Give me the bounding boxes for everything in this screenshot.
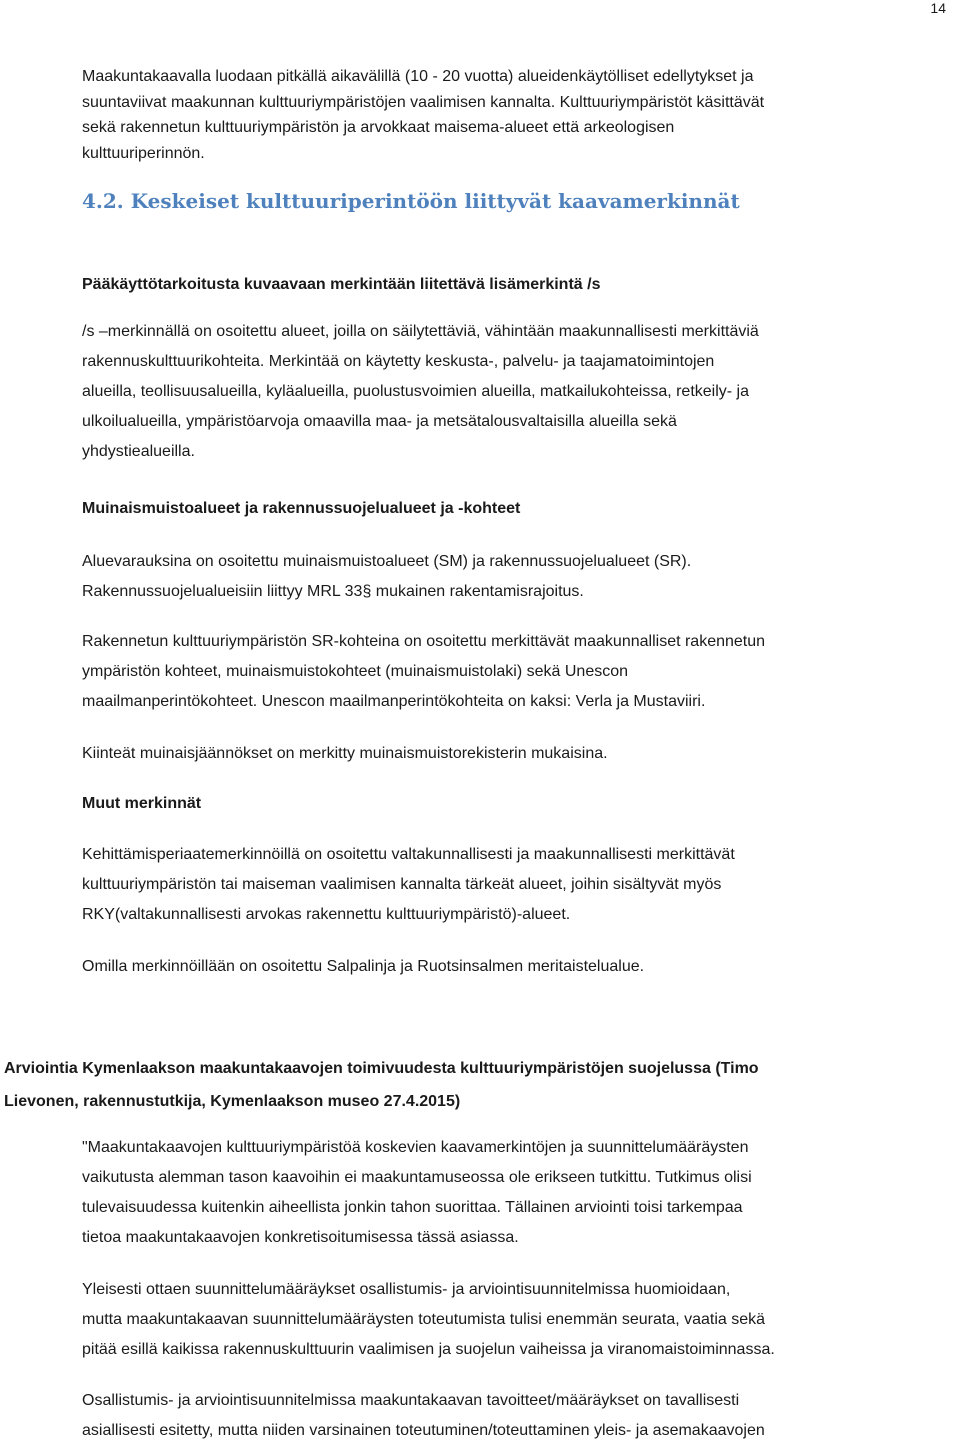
text-line: Yleisesti ottaen suunnittelumääräykset osallistumis- ja arviointisuunnitelmissa huomioidaan, <box>82 1281 731 1298</box>
quote-paragraph-3 <box>82 1386 952 1446</box>
text-line: Osallistumis- ja arviointisuunnitelmissa maakuntakaavan tavoitteet/määräykset on tavallisesti <box>82 1392 740 1409</box>
text-line: Omilla merkinnöillään on osoitettu Salpalinja ja Ruotsinsalmen meritaistelualue. <box>82 958 645 975</box>
s-marking-paragraph <box>82 317 952 467</box>
text-line: /s –merkinnällä on osoitettu alueet, joilla on säilytettäviä, vähintään maakunnallisesti merkittäviä <box>82 323 759 340</box>
subheading-other-markings: Muut merkinnät <box>82 795 202 812</box>
text-line: Kehittämisperiaatemerkinnöillä on osoitettu valtakunnallisesti ja maakunnallisesti merkittävät <box>82 846 735 863</box>
subheading-conservation-areas: Muinaismuistoalueet ja rakennussuojelualueet ja -kohteet <box>82 500 521 517</box>
other-markings-paragraph-2 <box>82 952 952 982</box>
text-line: "Maakuntakaavojen kulttuuriympäristöä koskevien kaavamerkintöjen ja suunnittelumääräysten <box>82 1139 749 1156</box>
intro-paragraph <box>82 64 952 166</box>
conservation-paragraph-2 <box>82 627 952 717</box>
text-line: Lievonen, rakennustutkija, Kymenlaakson museo 27.4.2015) <box>4 1093 461 1110</box>
subheading-s-marking: Pääkäyttötarkoitusta kuvaavaan merkintään liitettävä lisämerkintä /s <box>82 276 601 293</box>
text-line: Maakuntakaavalla luodaan pitkällä aikavälillä (10 - 20 vuotta) alueidenkäytölliset edellytykset ja <box>82 68 754 85</box>
text-line: Kiinteät muinaisjäännökset on merkitty muinaismuistorekisterin mukaisina. <box>82 745 608 762</box>
quote-paragraph-1 <box>82 1133 952 1253</box>
quote-paragraph-2 <box>82 1275 952 1365</box>
text-line: kulttuuriperinnön. <box>82 144 205 162</box>
conservation-paragraph-3 <box>82 739 952 769</box>
text-line: Aluevarauksina on osoitettu muinaismuistoalueet (SM) ja rakennussuojelualueet (SR). <box>82 553 692 570</box>
evaluation-heading <box>4 1052 944 1118</box>
text-line: Rakennetun kulttuuriympäristön SR-kohteina on osoitettu merkittävät maakunnalliset rakennetun <box>82 633 766 650</box>
text-line: mutta maakuntakaavan suunnittelumääräysten toteutumista tulisi enemmän seurata, vaatia sekä <box>82 1311 766 1328</box>
text-line: tulevaisuudessa kuitenkin aiheellista jonkin tahon suorittaa. Tällainen arviointi toisi tarkempaa <box>82 1199 743 1216</box>
text-line: ulkoilualueilla, ympäristöarvoja omaavilla maa- ja metsätalousvaltaisilla alueilla sekä <box>82 413 677 430</box>
text-line: Rakennussuojelualueisiin liittyy MRL 33§ mukainen rakentamisrajoitus. <box>82 583 584 600</box>
text-line: maailmanperintökohteet. Unescon maailmanperintökohteita on kaksi: Verla ja Mustaviiri. <box>82 693 706 710</box>
text-line: ympäristön kohteet, muinaismuistokohteet (muinaismuistolaki) sekä Unescon <box>82 663 629 680</box>
text-line: vaikutusta alemman tason kaavoihin ei maakuntamuseossa ole erikseen tutkittu. Tutkimus olisi <box>82 1169 752 1186</box>
conservation-paragraph-1 <box>82 547 952 607</box>
section-heading: 4.2. Keskeiset kulttuuriperintöön liittyvät kaavamerkinnät <box>82 189 740 213</box>
text-line: tietoa maakuntakaavojen konkretisoitumisessa tässä asiassa. <box>82 1229 519 1246</box>
text-line: asiallisesti esitetty, mutta niiden varsinainen toteutuminen/toteuttaminen yleis- ja asemakaavojen <box>82 1422 765 1439</box>
other-markings-paragraph-1 <box>82 840 952 930</box>
text-line: alueilla, teollisuusalueilla, kyläalueilla, puolustusvoimien alueilla, matkailukohteissa, retkeily- ja <box>82 383 750 400</box>
text-line: pitää esillä kaikissa rakennuskulttuurin vaalimisen ja suojelun vaiheissa ja viranomaistoiminnassa. <box>82 1341 775 1358</box>
text-line: Arviointia Kymenlaakson maakuntakaavojen toimivuudesta kulttuuriympäristöjen suojelussa (Timo <box>4 1060 759 1077</box>
text-line: sekä rakennetun kulttuuriympäristön ja arvokkaat maisema-alueet että arkeologisen <box>82 119 675 136</box>
text-line: rakennuskulttuurikohteita. Merkintää on käytetty keskusta-, palvelu- ja taajamatoimintojen <box>82 353 715 370</box>
text-line: yhdystiealueilla. <box>82 443 195 460</box>
page-number: 14 <box>930 0 946 16</box>
text-line: kulttuuriympäristön tai maiseman vaalimisen kannalta tärkeät alueet, joihin sisältyvät myös <box>82 876 722 893</box>
text-line: suuntaviivat maakunnan kulttuuriympäristöjen vaalimisen kannalta. Kulttuuriympäristöt käsittävät <box>82 93 765 111</box>
text-line: RKY(valtakunnallisesti arvokas rakennettu kulttuuriympäristö)-alueet. <box>82 906 571 923</box>
